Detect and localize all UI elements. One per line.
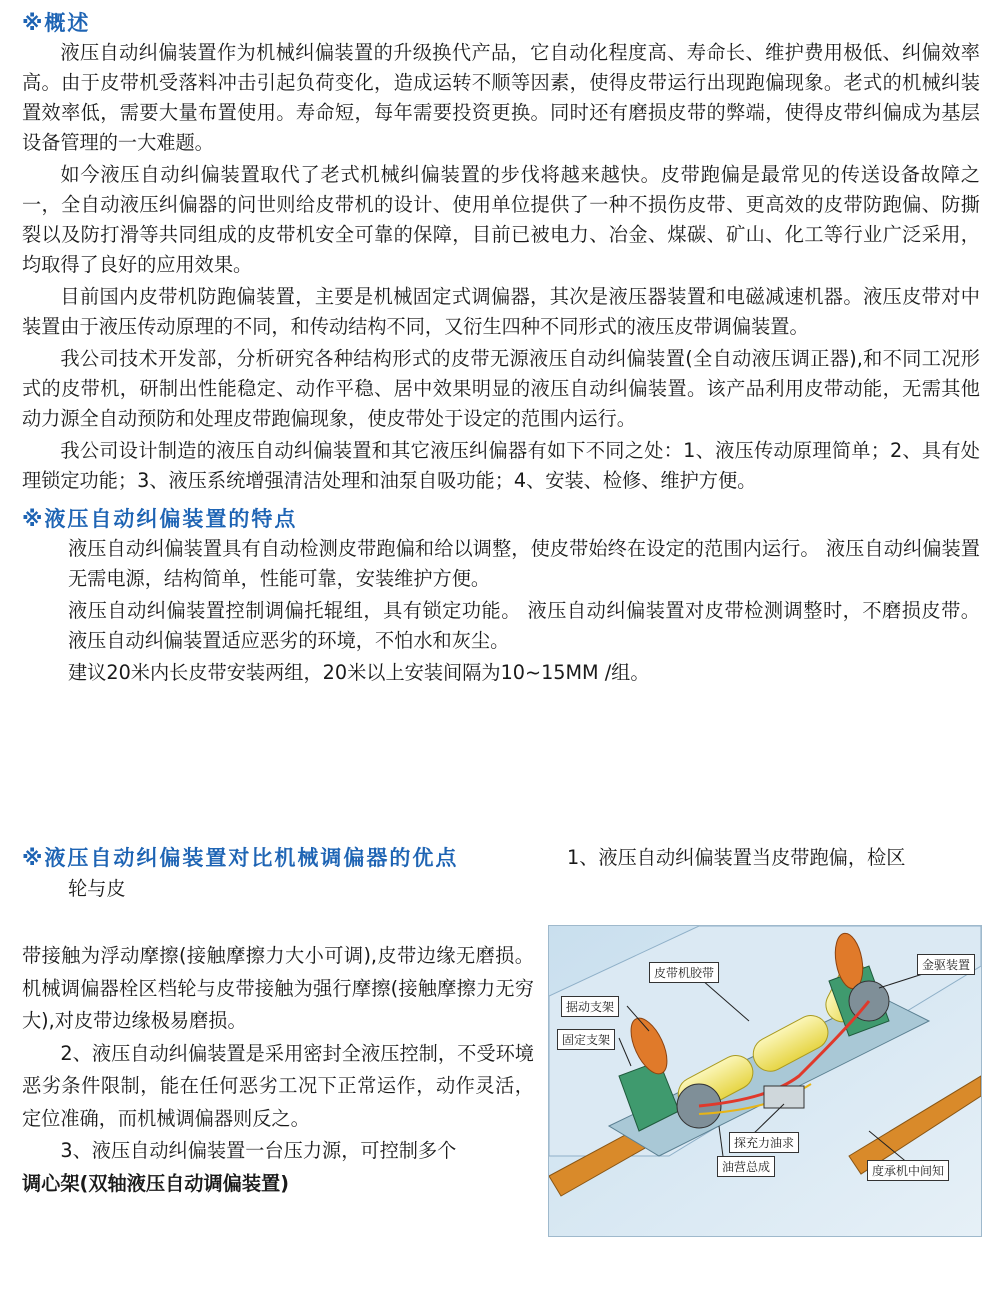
advantages-paragraph: 带接触为浮动摩擦(接触摩擦力大小可调),皮带边缘无磨损。机械调偏器栓区档轮与皮带接触为强行摩擦(接触摩擦力无穷大),对皮带边缘极易磨损。 [22, 944, 534, 1032]
valve-block [764, 1086, 804, 1108]
features-paragraph: 液压自动纠偏装置具有自动检测皮带跑偏和给以调整，使皮带始终在设定的范围内运行。 液压自动纠偏装置无需电源，结构简单，性能可靠，安装维护方便。 [68, 537, 980, 590]
label-probe: 探充力油求 [729, 1132, 799, 1153]
advantages-header-row [22, 843, 982, 873]
advantages-left-column [22, 940, 534, 1200]
device-diagram [548, 925, 982, 1237]
label-belt: 皮带机胶带 [649, 962, 719, 983]
overview-paragraph: 液压自动纠偏装置作为机械纠偏装置的升级换代产品，它自动化程度高、寿命长、维护费用极低、纠偏效率高。由于皮带机受落料冲击引起负荷变化，造成运转不顺等因素，使得皮带运行出现跑偏现象。老式的机械纠装置效率低，需要大量布置使用。寿命短，每年需要投资更换。同时还有磨损皮带的弊端，使得皮带纠偏成为基层设备管理的一大难题。 [22, 41, 980, 154]
features-paragraph: 液压自动纠偏装置控制调偏托辊组，具有锁定功能。 液压自动纠偏装置对皮带检测调整时，不磨损皮带。 液压自动纠偏装置适应恶劣的环境，不怕水和灰尘。 [68, 599, 980, 652]
advantages-paragraph: 3、液压自动纠偏装置一台压力源，可控制多个 [60, 1139, 457, 1162]
advantages-bold-line: 调心架(双轴液压自动调偏装置) [22, 1171, 289, 1195]
overview-section [22, 8, 980, 690]
label-oil-assembly: 油营总成 [717, 1156, 775, 1177]
advantages-paragraph: 2、液压自动纠偏装置是采用密封全液压控制，不受环境恶劣条件限制，能在任何恶劣工况下正常运作，动作灵活，定位准确，而机械调偏器则反之。 [22, 1041, 534, 1130]
overview-heading: ※概述 [22, 11, 91, 35]
overview-paragraph: 如今液压自动纠偏装置取代了老式机械纠偏装置的步伐将越来越快。皮带跑偏是最常见的传送设备故障之一，全自动液压纠偏器的问世则给皮带机的设计、使用单位提供了一种不损伤皮带、更高效的皮带防跑偏、防撕裂以及防打滑等共同组成的皮带机安全可靠的保障，目前已被电力、冶金、煤碳、矿山、化工等行业广泛采用，均取得了良好的应用效果。 [22, 163, 980, 276]
label-drive: 金驱装置 [917, 954, 975, 975]
features-heading: ※液压自动纠偏装置的特点 [22, 507, 298, 531]
label-swing-bracket: 据动支架 [561, 996, 619, 1017]
label-fixed-bracket: 固定支架 [557, 1029, 615, 1050]
advantages-continuation: 轮与皮 [68, 877, 126, 900]
label-frame: 度承机中间知 [867, 1160, 949, 1181]
features-paragraph: 建议20米内长皮带安装两组，20米以上安装间隔为10~15MM /组。 [68, 661, 650, 684]
overview-paragraph: 目前国内皮带机防跑偏装置，主要是机械固定式调偏器，其次是液压器装置和电磁减速机器。液压皮带对中装置由于液压传动原理的不同，和传动结构不同，又衍生四种不同形式的液压皮带调偏装置。 [22, 285, 980, 338]
advantages-heading: ※液压自动纠偏装置对比机械调偏器的优点 [22, 846, 459, 870]
overview-paragraph: 我公司技术开发部，分析研究各种结构形式的皮带无源液压自动纠偏装置(全自动液压调正器),和不同工况形式的皮带机，研制出性能稳定、动作平稳、居中效果明显的液压自动纠偏装置。该产品利用皮带动能，无需其他动力源全自动预防和处理皮带跑偏现象，使皮带处于设定的范围内运行。 [22, 347, 980, 430]
advantages-inline-text: 1、液压自动纠偏装置当皮带跑偏，检区 [567, 846, 906, 869]
overview-paragraph: 我公司设计制造的液压自动纠偏装置和其它液压纠偏器有如下不同之处：1、液压传动原理简单；2、具有处理锁定功能；3、液压系统增强清洁处理和油泵自吸功能；4、安装、检修、维护方便。 [22, 439, 980, 492]
